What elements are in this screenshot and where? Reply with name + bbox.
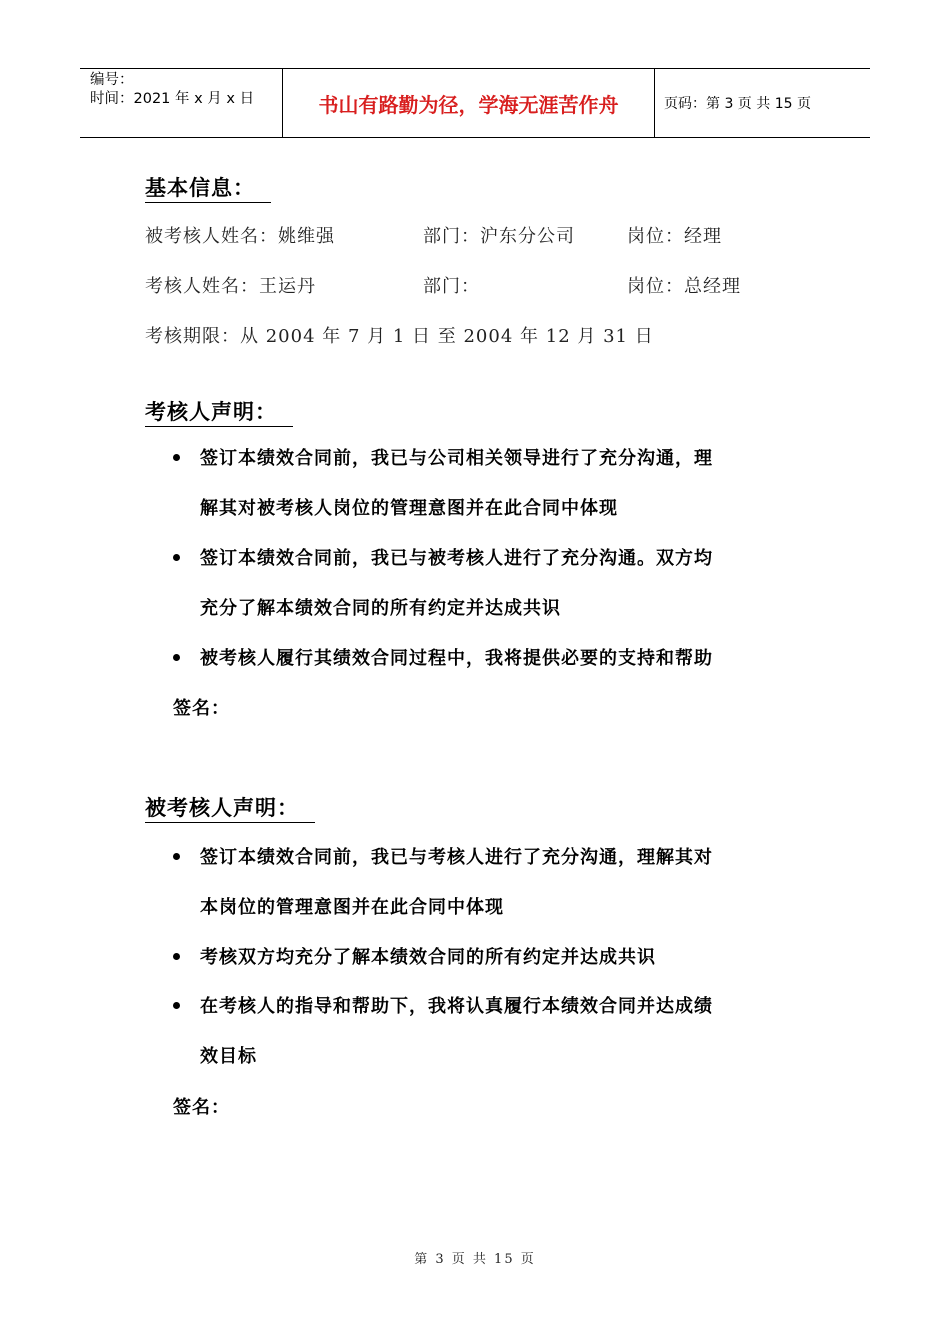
basic-info-title: 基本信息： <box>145 172 271 202</box>
bullet-icon <box>173 1002 180 1009</box>
assessor-bullet-1-line-1: 签订本绩效合同前，我已与公司相关领导进行了充分沟通，理 <box>200 448 713 469</box>
assessor-bullet-2-line-1: 签订本绩效合同前，我已与被考核人进行了充分沟通。双方均 <box>200 548 713 569</box>
page-footer: 第 3 页 共 15 页 <box>414 1252 536 1267</box>
assessee-name: 被考核人姓名：姚维强 <box>145 226 335 247</box>
header-page: 页码：第 3 页 共 15 页 <box>664 96 811 112</box>
bullet-icon <box>173 554 180 561</box>
assessment-period: 考核期限：从 2004 年 7 月 1 日 至 2004 年 12 月 31 日 <box>145 326 654 347</box>
assessee-bullet-3-line-1: 在考核人的指导和帮助下，我将认真履行本绩效合同并达成绩 <box>200 996 713 1017</box>
assessor-signature-label: 签名： <box>173 698 230 719</box>
assessor-bullet-2-line-2: 充分了解本绩效合同的所有约定并达成共识 <box>200 598 561 619</box>
assessor-declaration-title: 考核人声明： <box>145 396 293 426</box>
assessee-bullet-3-line-2: 效目标 <box>200 1046 257 1067</box>
header-table <box>80 68 870 138</box>
assessor-bullet-1-line-2: 解其对被考核人岗位的管理意图并在此合同中体现 <box>200 498 618 519</box>
assessor-name: 考核人姓名：王运丹 <box>145 276 316 297</box>
assessor-dept: 部门： <box>423 276 480 297</box>
assessee-bullet-1-line-2: 本岗位的管理意图并在此合同中体现 <box>200 897 504 918</box>
header-number: 编号： <box>90 72 134 88</box>
header-divider <box>654 69 655 137</box>
assessee-declaration-title: 被考核人声明： <box>145 792 315 822</box>
assessee-bullet-1-line-1: 签订本绩效合同前，我已与考核人进行了充分沟通，理解其对 <box>200 847 713 868</box>
assessee-bullet-2-line-1: 考核双方均充分了解本绩效合同的所有约定并达成共识 <box>200 947 656 968</box>
header-motto: 书山有路勤为径，学海无涯苦作舟 <box>318 92 619 117</box>
bullet-icon <box>173 654 180 661</box>
assessee-post: 岗位：经理 <box>627 226 722 247</box>
bullet-icon <box>173 853 180 860</box>
header-time: 时间：2021 年 x 月 x 日 <box>90 91 255 107</box>
bullet-icon <box>173 953 180 960</box>
assessor-bullet-3-line-1: 被考核人履行其绩效合同过程中，我将提供必要的支持和帮助 <box>200 648 713 669</box>
bullet-icon <box>173 454 180 461</box>
assessor-post: 岗位：总经理 <box>627 276 741 297</box>
assessee-signature-label: 签名： <box>173 1097 230 1118</box>
header-meta <box>90 71 254 109</box>
assessee-dept: 部门：沪东分公司 <box>423 226 575 247</box>
